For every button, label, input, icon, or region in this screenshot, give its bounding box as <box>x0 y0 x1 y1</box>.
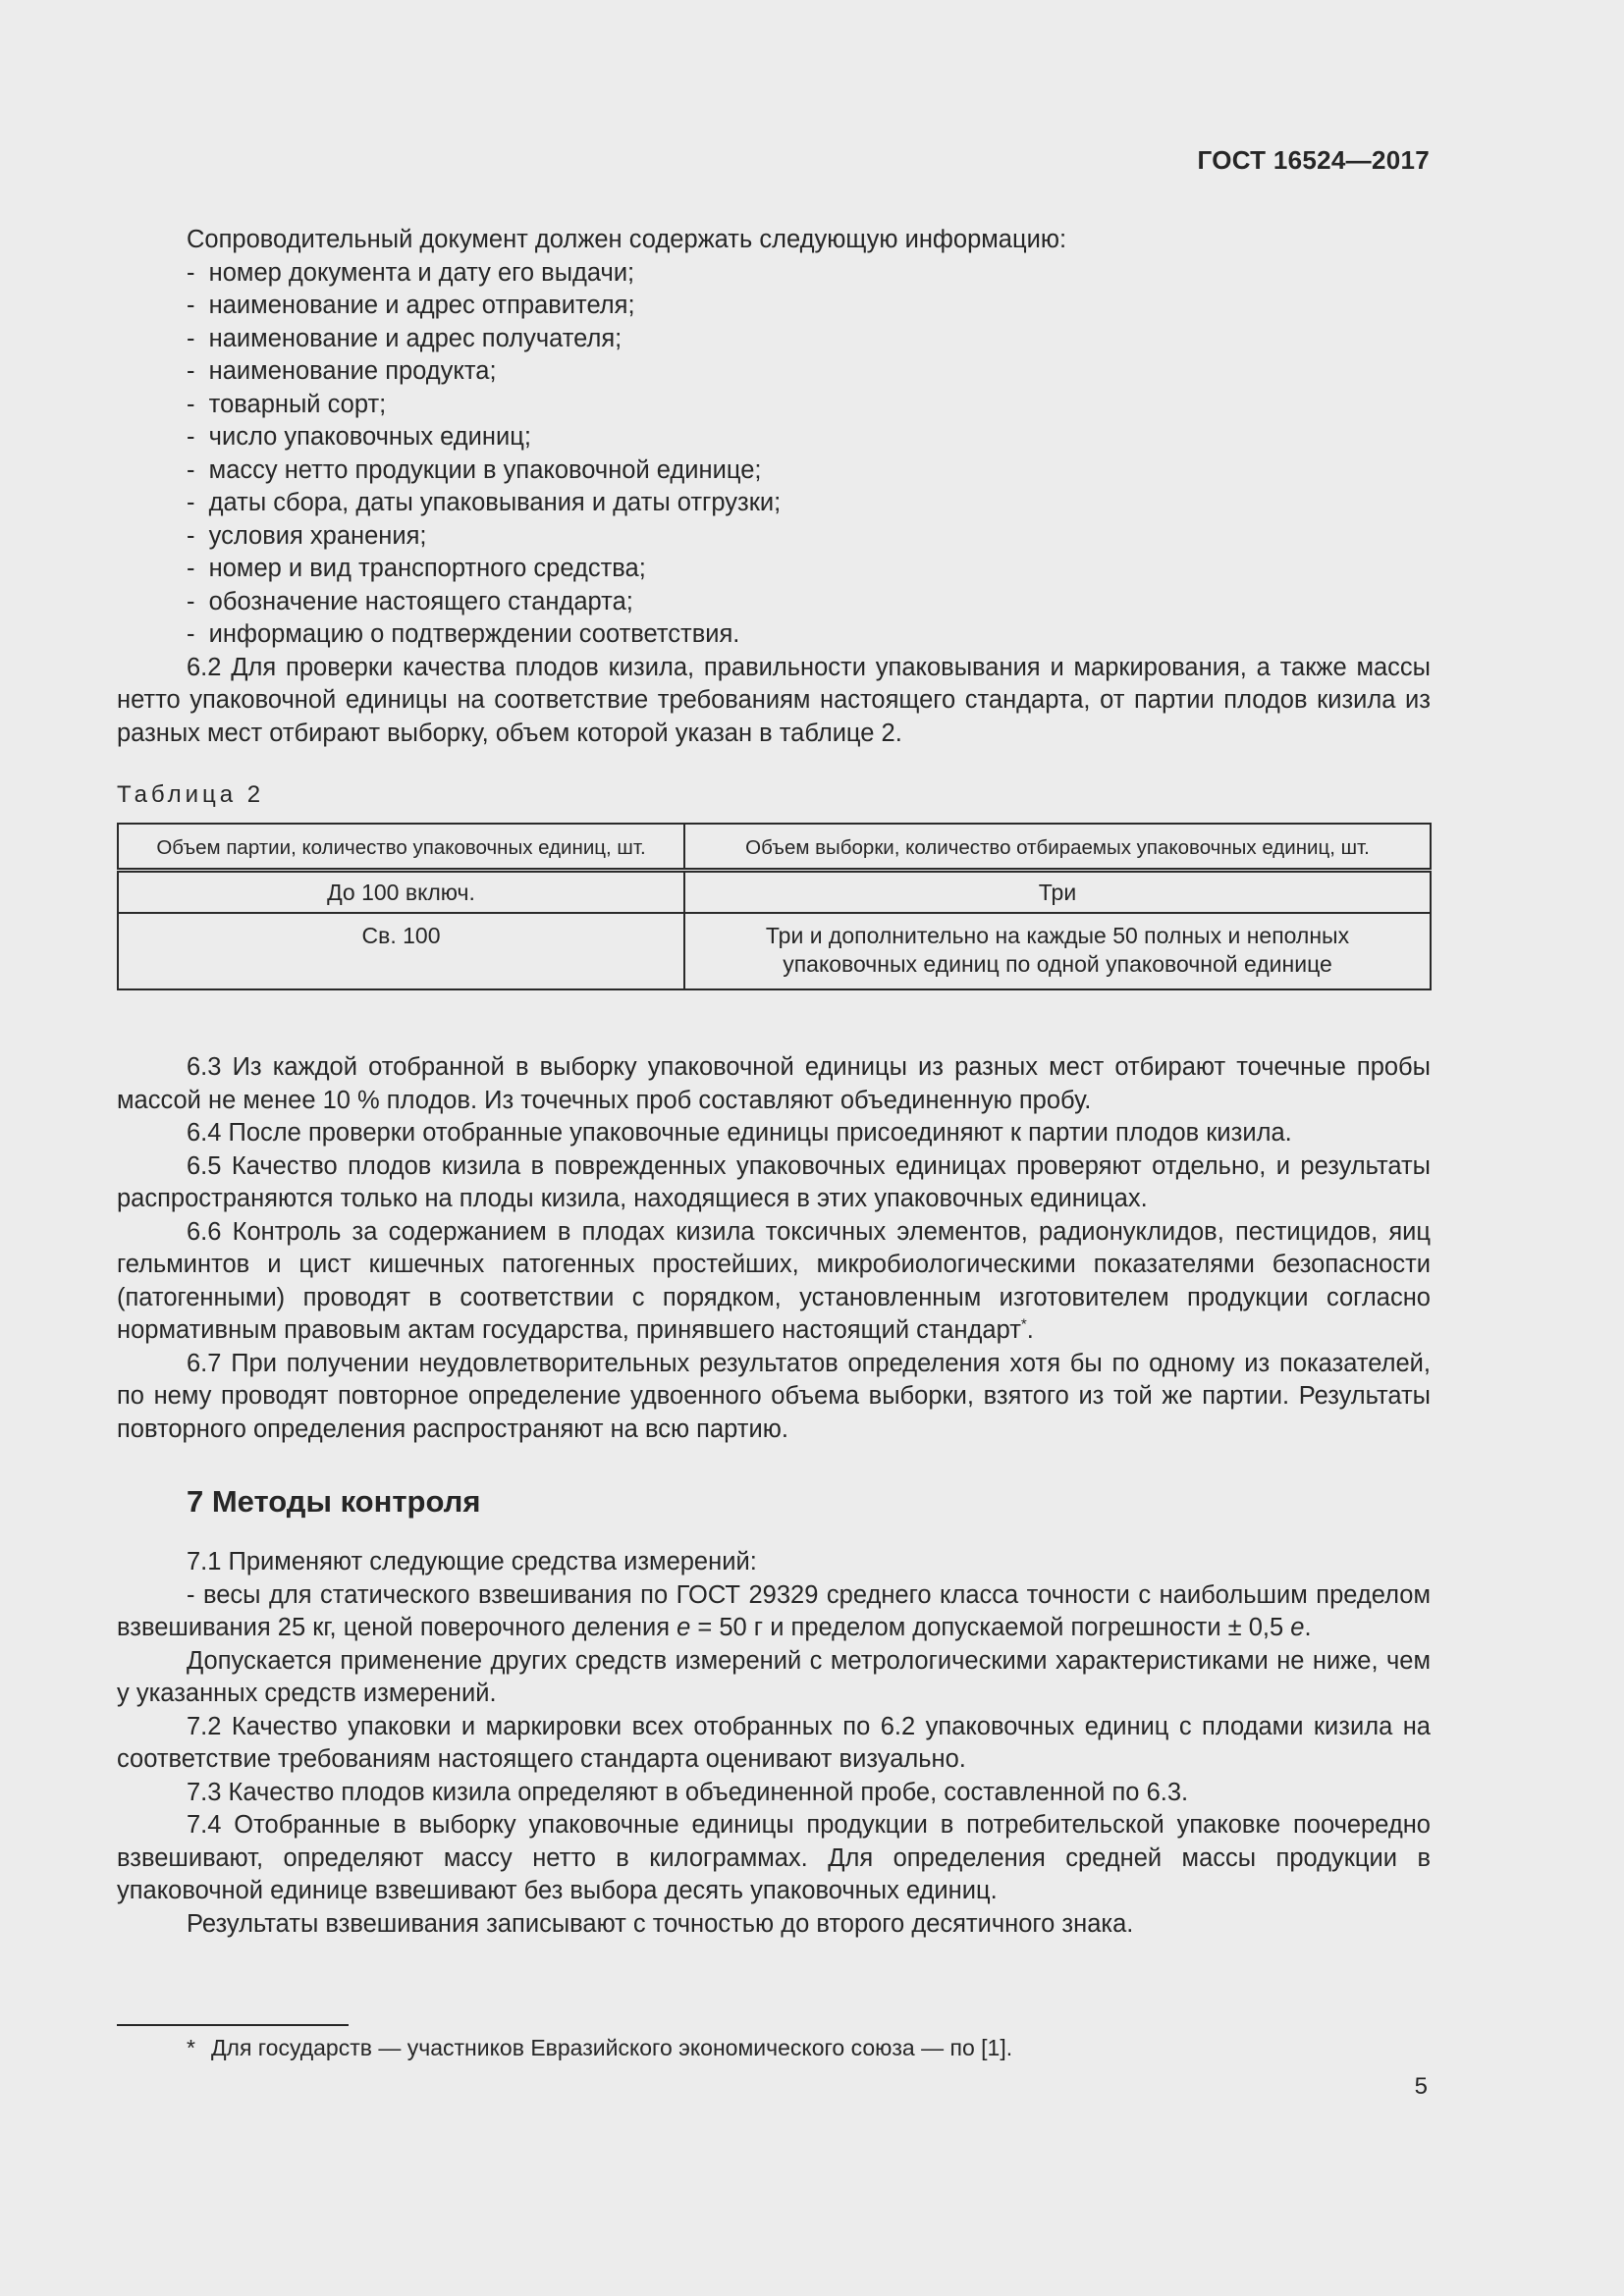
list-item: - число упаковочных единиц; <box>187 423 531 451</box>
bullet-dash: - <box>187 324 195 352</box>
table-caption: Таблица 2 <box>117 781 265 808</box>
bullet-dash: - <box>187 489 195 516</box>
list-item: - наименование и адрес получателя; <box>187 324 623 352</box>
bullet-dash: - <box>187 357 195 385</box>
clause-7-1-item: - весы для статического взвешивания по ГОСТ 29329 среднего класса точности с наибольшим пределом взвешивания 25 кг, ценой поверочного деления е = 50 г и пределом допускаемой погрешности ± 0,5 е. <box>117 1580 1431 1641</box>
list-item: - наименование продукта; <box>187 357 497 385</box>
list-item: - номер документа и дату его выдачи; <box>187 258 635 287</box>
clause-7-1-note: Допускается применение других средств измерений с метрологическими характеристиками не ниже, чем у указанных средств измерений. <box>117 1646 1431 1707</box>
list-item: - информацию о подтверждении соответствия. <box>187 620 740 648</box>
table-cell: Три и дополнительно на каждые 50 полных и неполных упаковочных единиц по одной упаковочной единице <box>684 913 1431 989</box>
list-item: - обозначение настоящего стандарта; <box>187 587 633 615</box>
list-item: - массу нетто продукции в упаковочной единице; <box>187 455 762 484</box>
bullet-dash: - <box>187 620 195 648</box>
list-item: - наименование и адрес отправителя; <box>187 292 635 319</box>
column-header-lot-size: Объем партии, количество упаковочных единиц, шт. <box>118 824 684 871</box>
clause-7-4: 7.4 Отобранные в выборку упаковочные единицы продукции в потребительской упаковке поочередно взвешивают, определяют массу нетто в килограммах. Для определения средней массы продукции в упаковочной единице взвешивают без выбора десять упаковочных единиц. <box>117 1811 1431 1904</box>
sampling-clauses <box>117 1051 1431 1446</box>
section-7-heading: 7 Методы контроля <box>187 1484 481 1519</box>
list-item: - даты сбора, даты упаковывания и даты отгрузки; <box>187 489 782 516</box>
clause-6-3: 6.3 Из каждой отобранной в выборку упаковочной единицы из разных мест отбирают точечные пробы массой не менее 10 % плодов. Из точечных проб составляют объединенную пробу. <box>117 1053 1431 1114</box>
clause-6-2: 6.2 Для проверки качества плодов кизила, правильности упаковывания и маркирования, а также массы нетто упаковочной единицы на соответствие требованиям настоящего стандарта, от партии плодов кизила из разных мест отбирают выборку, объем которой указан в таблице 2. <box>117 653 1431 747</box>
table-cell: До 100 включ. <box>118 871 684 914</box>
clause-6-4: 6.4 После проверки отобранные упаковочные единицы присоединяют к партии плодов кизила. <box>187 1119 1292 1147</box>
clause-7-3: 7.3 Качество плодов кизила определяют в объединенной пробе, составленной по 6.3. <box>187 1778 1189 1806</box>
bullet-dash: - <box>187 292 195 319</box>
footnote-reference: * <box>1020 1315 1027 1333</box>
bullet-dash: - <box>187 587 195 615</box>
bullet-dash: - <box>187 258 195 287</box>
bullet-dash: - <box>187 390 195 418</box>
sample-size-table <box>117 823 1432 990</box>
column-header-sample-size: Объем выборки, количество отбираемых упаковочных единиц, шт. <box>684 824 1431 871</box>
clause-6-5: 6.5 Качество плодов кизила в поврежденных упаковочных единицах проверяют отдельно, и результаты распространяются только на плоды кизила, находящиеся в этих упаковочных единицах. <box>117 1151 1431 1212</box>
bullet-dash: - <box>187 521 195 550</box>
clause-7-2: 7.2 Качество упаковки и маркировки всех отобранных по 6.2 упаковочных единиц с плодами кизила на соответствие требованиям настоящего стандарта оценивают визуально. <box>117 1712 1431 1773</box>
clause-6-7: 6.7 При получении неудовлетворительных результатов определения хотя бы по одному из показателей, по нему проводят повторное определение удвоенного объема выборки, взятого из той же партии. Результаты повторного определения распространяют на всю партию. <box>117 1349 1431 1443</box>
table-row <box>118 871 1431 914</box>
footnote-text: Для государств — участников Евразийского экономического союза — по [1]. <box>210 2035 1013 2060</box>
bullet-dash: - <box>187 555 195 582</box>
table-header-row <box>118 824 1431 871</box>
bullet-dash: - <box>187 423 195 451</box>
footnote-divider <box>117 2024 349 2026</box>
clause-7-4-note: Результаты взвешивания записывают с точностью до второго десятичного знака. <box>187 1909 1134 1938</box>
clause-7-1: 7.1 Применяют следующие средства измерений: <box>187 1548 757 1575</box>
required-info-list <box>117 257 1431 652</box>
clause-6-6: 6.6 Контроль за содержанием в плодах кизила токсичных элементов, радионуклидов, пестицидов, яиц гельминтов и цист кишечных патогенных простейших, микробиологическими показателями безопасности (патогенными) проводят в соответствии с порядком, установленным изготовителем продукции согласно нормативным правовым актам государства, принявшего настоящий стандарт*. <box>117 1217 1431 1344</box>
list-item: - товарный сорт; <box>187 390 387 418</box>
section-7-body <box>117 1546 1431 1941</box>
table-cell: Св. 100 <box>118 913 684 989</box>
footnote <box>187 2033 1012 2062</box>
table-row <box>118 913 1431 989</box>
table-cell: Три <box>684 871 1431 914</box>
shipping-document-section <box>117 224 1431 750</box>
footnote-mark: * <box>187 2035 195 2060</box>
intro-lead: Сопроводительный документ должен содержать следующую информацию: <box>187 226 1067 253</box>
list-item: - условия хранения; <box>187 521 427 550</box>
list-item: - номер и вид транспортного средства; <box>187 555 646 582</box>
page-number: 5 <box>1414 2073 1428 2100</box>
bullet-dash: - <box>187 455 195 484</box>
document-code: ГОСТ 16524—2017 <box>1197 145 1430 175</box>
